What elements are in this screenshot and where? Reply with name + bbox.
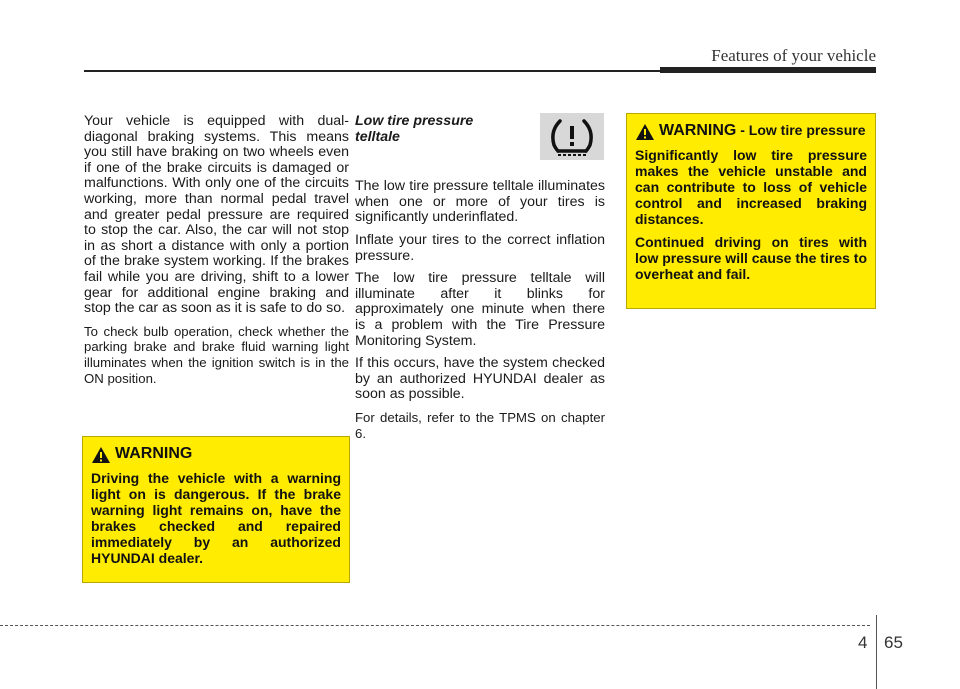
tire-pressure-icon (540, 113, 604, 160)
warning-sublabel: - Low tire pressure (740, 122, 866, 138)
brake-system-paragraph: Your vehicle is equipped with dual-diagonal braking systems. This means you still have braking on two wheels even if one of the brake circuits is damaged or malfunctions. With only one of the circuits working, more than normal pedal travel and greater pedal pressure are required to stop the car. Also, the car will not stop in as short a distance with only a portion of the brake system working. If the brakes fail while you are driving, shift to a lower gear for additional engine braking and stop the car as soon as it is safe to do so. (84, 113, 349, 317)
left-column (84, 114, 349, 393)
section-title: Features of your vehicle (711, 46, 876, 65)
warning-text: Driving the vehicle with a warning light on is dangerous. If the brake warning light remains on, have the brakes checked and repaired immediately by an authorized HYUNDAI dealer. (91, 470, 341, 566)
inflate-paragraph: Inflate your tires to the correct inflation pressure. (355, 231, 605, 264)
warning-heading (91, 445, 341, 464)
footer-divider (876, 615, 877, 689)
tpms-reference-paragraph: For details, refer to the TPMS on chapter 6. (355, 409, 605, 441)
footer-rule (0, 625, 870, 626)
telltale-paragraph: The low tire pressure telltale illuminates when one or more of your tires is significantly underinflated. (355, 178, 605, 226)
subheading: Low tire pressure telltale (355, 113, 474, 145)
warning-heading (635, 122, 867, 141)
warning-text: Continued driving on tires with low pressure will cause the tires to overheat and fail. (635, 234, 867, 282)
warning-label: WARNING (659, 122, 737, 139)
page-number: 65 (884, 633, 903, 652)
warning-text: Significantly low tire pressure makes the vehicle unstable and can contribute to loss of vehicle control and increased braking distances. (635, 147, 867, 227)
tire-pressure-warning-box (626, 113, 876, 309)
dealer-paragraph: If this occurs, have the system checked by an authorized HYUNDAI dealer as soon as possible. (355, 355, 605, 403)
warning-triangle-icon (635, 123, 655, 141)
header-rule-thick (660, 67, 876, 73)
header-rule (84, 70, 660, 72)
chapter-number: 4 (858, 633, 868, 652)
blink-paragraph: The low tire pressure telltale will illuminate after it blinks for approximately one minute when there is a problem with the Tire Pressure Monitoring System. (355, 270, 605, 349)
middle-column (355, 114, 605, 448)
bulb-check-paragraph: To check bulb operation, check whether the parking brake and brake fluid warning light illuminates when the ignition switch is in the ON position. (84, 323, 349, 386)
brake-warning-box (82, 436, 350, 583)
warning-label: WARNING (115, 445, 193, 462)
warning-triangle-icon (91, 446, 111, 464)
